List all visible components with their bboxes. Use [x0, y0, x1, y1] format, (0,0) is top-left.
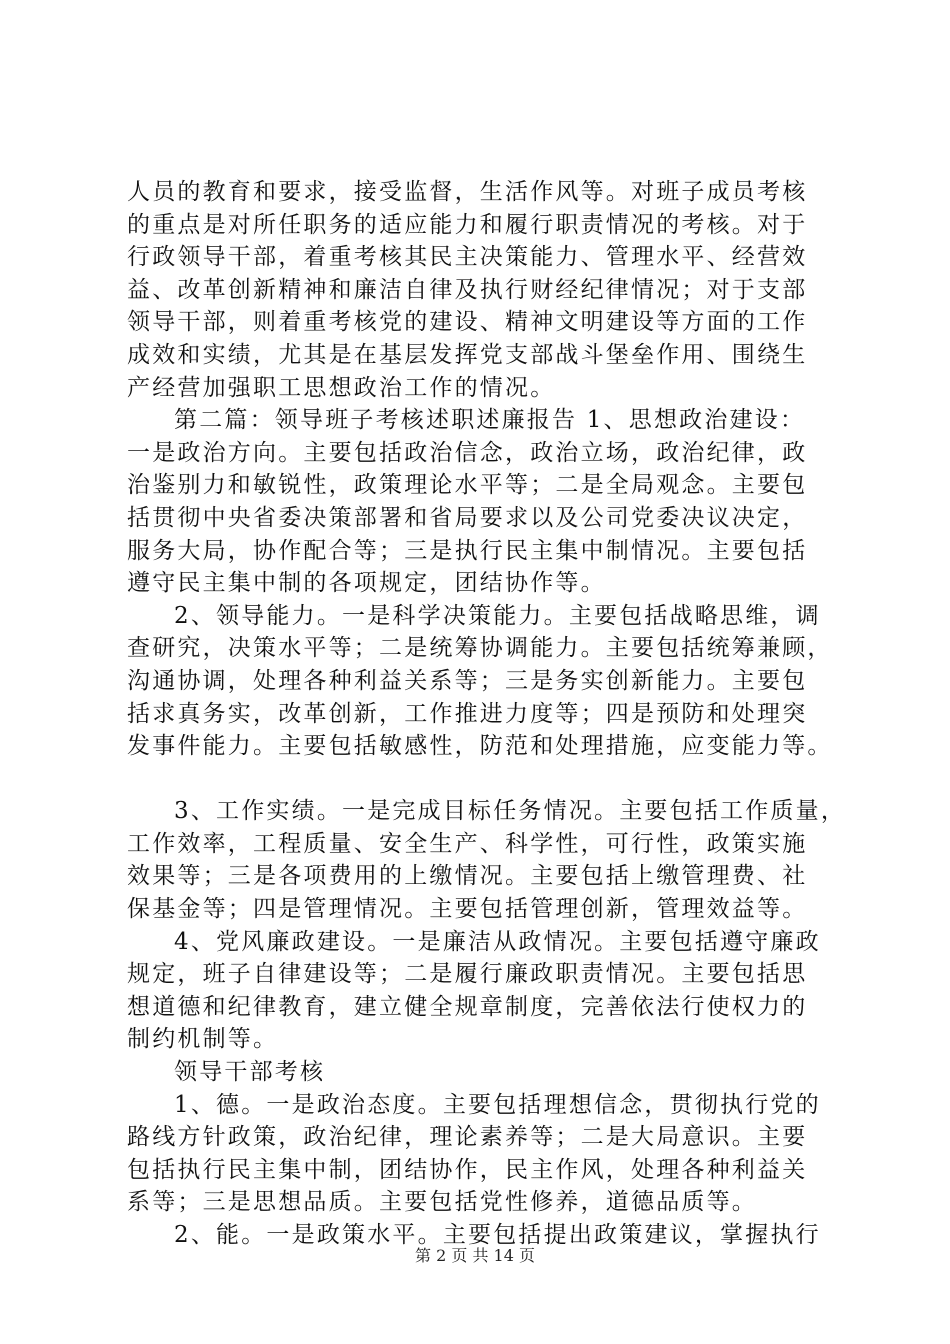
text-line: 产经营加强职工思想政治工作的情况。 [127, 374, 556, 401]
text-line: 服务大局，协作配合等；三是执行民主集中制情况。主要包括 [127, 537, 808, 564]
text-line: 制约机制等。 [127, 1026, 279, 1053]
subsection-heading: 领导干部考核 [174, 1059, 326, 1086]
text-line: 查研究，决策水平等；二是统筹协调能力。主要包括统筹兼顾， [127, 635, 833, 662]
text-line: 想道德和纪律教育，建立健全规章制度，完善依法行使权力的 [127, 993, 808, 1020]
paragraph-start-line: 4、党风廉政建设。一是廉洁从政情况。主要包括遵守廉政 [174, 928, 821, 955]
text-line: 规定，班子自律建设等；二是履行廉政职责情况。主要包括思 [127, 961, 808, 988]
text-line: 遵守民主集中制的各项规定，团结协作等。 [127, 570, 606, 597]
text-line: 一是政治方向。主要包括政治信念，政治立场，政治纪律，政 [127, 439, 808, 466]
text-line: 保基金等；四是管理情况。主要包括管理创新，管理效益等。 [127, 896, 808, 923]
text-line: 路线方针政策，政治纪律，理论素养等；二是大局意识。主要 [127, 1124, 808, 1151]
text-line: 括贯彻中央省委决策部署和省局要求以及公司党委决议决定， [127, 504, 808, 531]
text-line: 沟通协调，处理各种利益关系等；三是务实创新能力。主要包 [127, 667, 808, 694]
text-line: 工作效率，工程质量、安全生产、科学性，可行性，政策实施 [127, 830, 808, 857]
text-line: 人员的教育和要求，接受监督，生活作风等。对班子成员考核 [127, 179, 808, 205]
text-line: 包括执行民主集中制，团结协作，民主作风，处理各种利益关 [127, 1156, 808, 1183]
page-number-footer: 第 2 页 共 14 页 [415, 1246, 535, 1265]
section-heading-line: 第二篇：领导班子考核述职述廉报告 1、思想政治建设： [174, 407, 806, 434]
text-line: 系等；三是思想品质。主要包括党性修养，道德品质等。 [127, 1189, 757, 1216]
text-line: 治鉴别力和敏锐性，政策理论水平等；二是全局观念。主要包 [127, 472, 808, 499]
text-line: 发事件能力。主要包括敏感性，防范和处理措施，应变能力等。 [127, 733, 833, 760]
paragraph-start-line: 1、德。一是政治态度。主要包括理想信念，贯彻执行党的 [174, 1091, 821, 1118]
text-line: 的重点是对所任职务的适应能力和履行职责情况的考核。对于 [127, 211, 808, 238]
document-body [127, 176, 847, 1252]
text-line: 成效和实绩，尤其是在基层发挥党支部战斗堡垒作用、围绕生 [127, 341, 808, 368]
paragraph-start-line: 2、能。一是政策水平。主要包括提出政策建议，掌握执行 [174, 1222, 821, 1248]
text-line: 领导干部，则着重考核党的建设、精神文明建设等方面的工作 [127, 309, 808, 336]
text-line: 行政领导干部，着重考核其民主决策能力、管理水平、经营效 [127, 244, 808, 271]
text-line: 益、改革创新精神和廉洁自律及执行财经纪律情况；对于支部 [127, 276, 808, 303]
paragraph-gap [127, 763, 839, 796]
text-line: 括求真务实，改革创新，工作推进力度等；四是预防和处理突 [127, 700, 808, 727]
paragraph-start-line: 3、工作实绩。一是完成目标任务情况。主要包括工作质量， [174, 798, 847, 825]
text-line: 效果等；三是各项费用的上缴情况。主要包括上缴管理费、社 [127, 863, 808, 890]
paragraph-start-line: 2、领导能力。一是科学决策能力。主要包括战略思维，调 [174, 602, 821, 629]
